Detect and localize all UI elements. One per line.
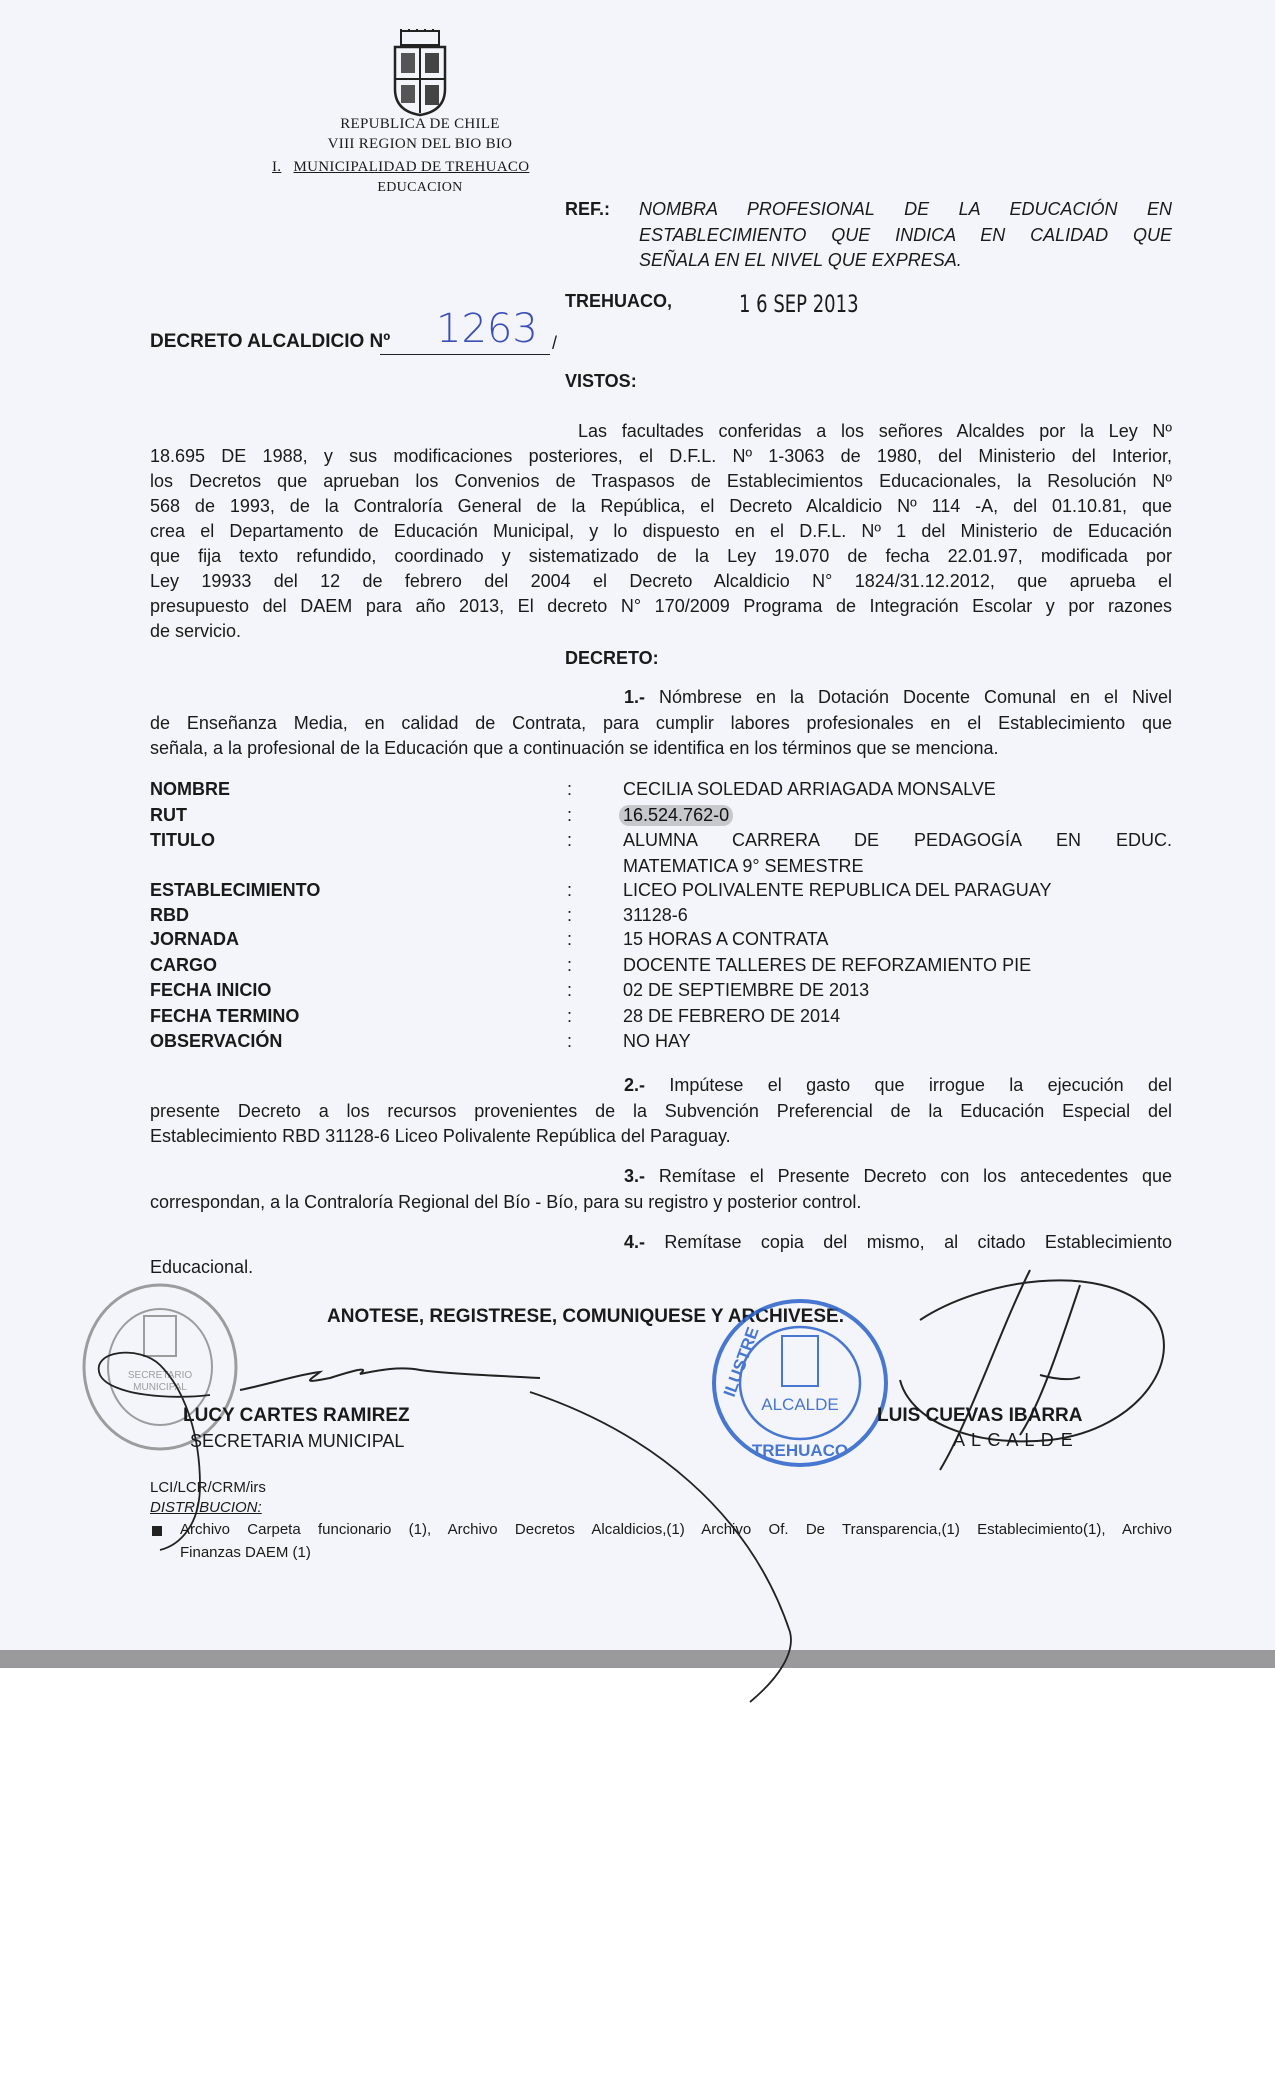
article-number: 2.- [624,1075,646,1095]
ref-line: NOMBRA PROFESIONAL DE LA EDUCACIÓN EN [639,199,1172,219]
header-country: REPUBLICA DE CHILE [340,116,500,132]
field-value-observacion: NO HAY [623,1031,691,1051]
decree-label: DECRETO ALCALDICIO Nº [150,331,391,352]
field-colon: : [567,905,573,925]
field-colon: : [567,1006,573,1026]
field-colon: : [567,805,573,825]
field-value-establecimiento: LICEO POLIVALENTE REPUBLICA DEL PARAGUAY [623,880,1052,900]
field-colon: : [567,779,573,799]
decree-slash: / [552,333,558,353]
field-colon: : [567,955,573,975]
decree-number-handwritten: 1263 [436,306,538,352]
field-value-fecha-inicio: 02 DE SEPTIEMBRE DE 2013 [623,980,870,1000]
mayor-role: A L C A L D E [953,1430,1074,1450]
mayor-name: LUIS CUEVAS IBARRA [877,1405,1083,1426]
field-value-titulo: ALUMNA CARRERA DE PEDAGOGÍA EN EDUC. [623,830,1172,850]
article-text: Nómbrese en la Dotación Docente Comunal en el Nivel [659,687,1172,707]
field-label: FECHA TERMINO [150,1006,300,1026]
field-label: JORNADA [150,929,240,949]
header-prefix: I. [272,159,282,175]
distribution-line: Archivo Carpeta funcionario (1), Archivo Decretos Alcaldicios,(1) Archivo Of. De Transparencia,(1) Establecimiento(1), Archivo [180,1521,1172,1538]
distribution-line: Finanzas DAEM (1) [180,1544,311,1561]
vistos-line: Ley 19933 del 12 de febrero del 2004 el Decreto Alcaldicio N° 1824/31.12.2012, que aprueba el [150,571,1172,591]
vistos-line: de servicio. [150,621,242,641]
field-label: RUT [150,805,187,825]
field-value-fecha-termino: 28 DE FEBRERO DE 2014 [623,1006,841,1026]
article-number: 1.- [624,687,646,707]
field-value-titulo-cont: MATEMATICA 9° SEMESTRE [623,856,864,876]
article-line: Establecimiento RBD 31128-6 Liceo Polivalente República del Paraguay. [150,1126,731,1146]
field-value-jornada: 15 HORAS A CONTRATA [623,929,829,949]
article-text: Impútese el gasto que irrogue la ejecución del [669,1075,1172,1095]
field-value-nombre: CECILIA SOLEDAD ARRIAGADA MONSALVE [623,779,996,799]
bullet-icon [152,1526,162,1536]
article-line: correspondan, a la Contraloría Regional del Bío - Bío, para su registro y posterior control. [150,1192,862,1212]
article-number: 3.- [624,1166,646,1186]
field-colon: : [567,880,573,900]
place-label: TREHUACO, [565,291,672,311]
header-municipality-name: MUNICIPALIDAD DE TREHUACO [293,159,530,175]
svg-text:TREHUACO: TREHUACO [751,1441,849,1460]
field-value-rut-redacted: 16.524.762-0 [619,805,733,826]
header-department: EDUCACION [377,180,463,195]
vistos-line: que fija texto refundido, coordinado y sistematizado de la Ley 19.070 de fecha 22.01.97, modificada por [150,546,1172,566]
article-line: Educacional. [150,1257,254,1277]
field-value-cargo: DOCENTE TALLERES DE REFORZAMIENTO PIE [623,955,1032,975]
secretary-name: LUCY CARTES RAMIREZ [183,1405,410,1426]
svg-text:ILUSTRE: ILUSTRE [719,1324,763,1400]
initials: LCI/LCR/CRM/irs [150,1479,266,1496]
article-line: presente Decreto a los recursos provenientes de la Subvención Preferencial de la Educación Especial del [150,1101,1172,1121]
vistos-line: presupuesto del DAEM para año 2013, El decreto N° 170/2009 Programa de Integración Escolar y por razones [150,596,1172,616]
field-colon: : [567,929,573,949]
field-label: FECHA INICIO [150,980,272,1000]
date-stamp: 1 6 SEP 2013 [739,290,859,318]
article-line: de Enseñanza Media, en calidad de Contrata, para cumplir labores profesionales en el Establecimiento que [150,713,1172,733]
field-label: OBSERVACIÓN [150,1031,283,1051]
vistos-line: 18.695 DE 1988, y sus modificaciones posteriores, el D.F.L. Nº 1-3063 de 1980, del Ministerio del Interior, [150,446,1172,466]
vistos-line: 568 de 1993, de la Contraloría General de la República, el Decreto Alcaldicio Nº 114 -A, del 01.10.81, que [150,496,1172,516]
field-label: RBD [150,905,189,925]
ref-line: ESTABLECIMIENTO QUE INDICA EN CALIDAD QUE [639,225,1172,245]
svg-text:ALCALDE: ALCALDE [761,1395,839,1414]
field-colon: : [567,1031,573,1051]
field-label: CARGO [150,955,217,975]
vistos-line: los Decretos que aprueban los Convenios de Traspasos de Establecimientos Educacionales, la Resolución Nº [150,471,1172,491]
svg-text:MUNICIPAL: MUNICIPAL [133,1382,187,1393]
field-colon: : [567,830,573,850]
field-label: NOMBRE [150,779,230,799]
vistos-line: Las facultades conferidas a los señores Alcaldes por la Ley Nº [578,421,1172,441]
decreto-heading: DECRETO: [565,648,659,668]
article-text: Remítase copia del mismo, al citado Establecimiento [664,1232,1172,1252]
distribution-heading: DISTRIBUCION: [150,1499,262,1516]
field-colon: : [567,980,573,1000]
vistos-line: crea el Departamento de Educación Municipal, y lo dispuesto en el D.F.L. Nº 1 del Ministerio de Educación [150,521,1172,541]
ref-line: SEÑALA EN EL NIVEL QUE EXPRESA. [639,250,962,270]
closing-formula: ANOTESE, REGISTRESE, COMUNIQUESE Y ARCHIVESE. [327,1306,844,1327]
secretary-role: SECRETARIA MUNICIPAL [190,1431,405,1451]
article-line: señala, a la profesional de la Educación que a continuación se identifica en los términos que se menciona. [150,738,999,758]
header-region: VIII REGION DEL BIO BIO [327,136,513,152]
ref-label: REF.: [565,199,610,219]
article-number: 4.- [624,1232,646,1252]
article-text: Remítase el Presente Decreto con los antecedentes que [658,1166,1172,1186]
field-value-rbd: 31128-6 [623,905,688,925]
vistos-heading: VISTOS: [565,371,637,391]
field-label: TITULO [150,830,215,850]
field-label: ESTABLECIMIENTO [150,880,321,900]
svg-text:SECRETARIO: SECRETARIO [127,1370,193,1381]
